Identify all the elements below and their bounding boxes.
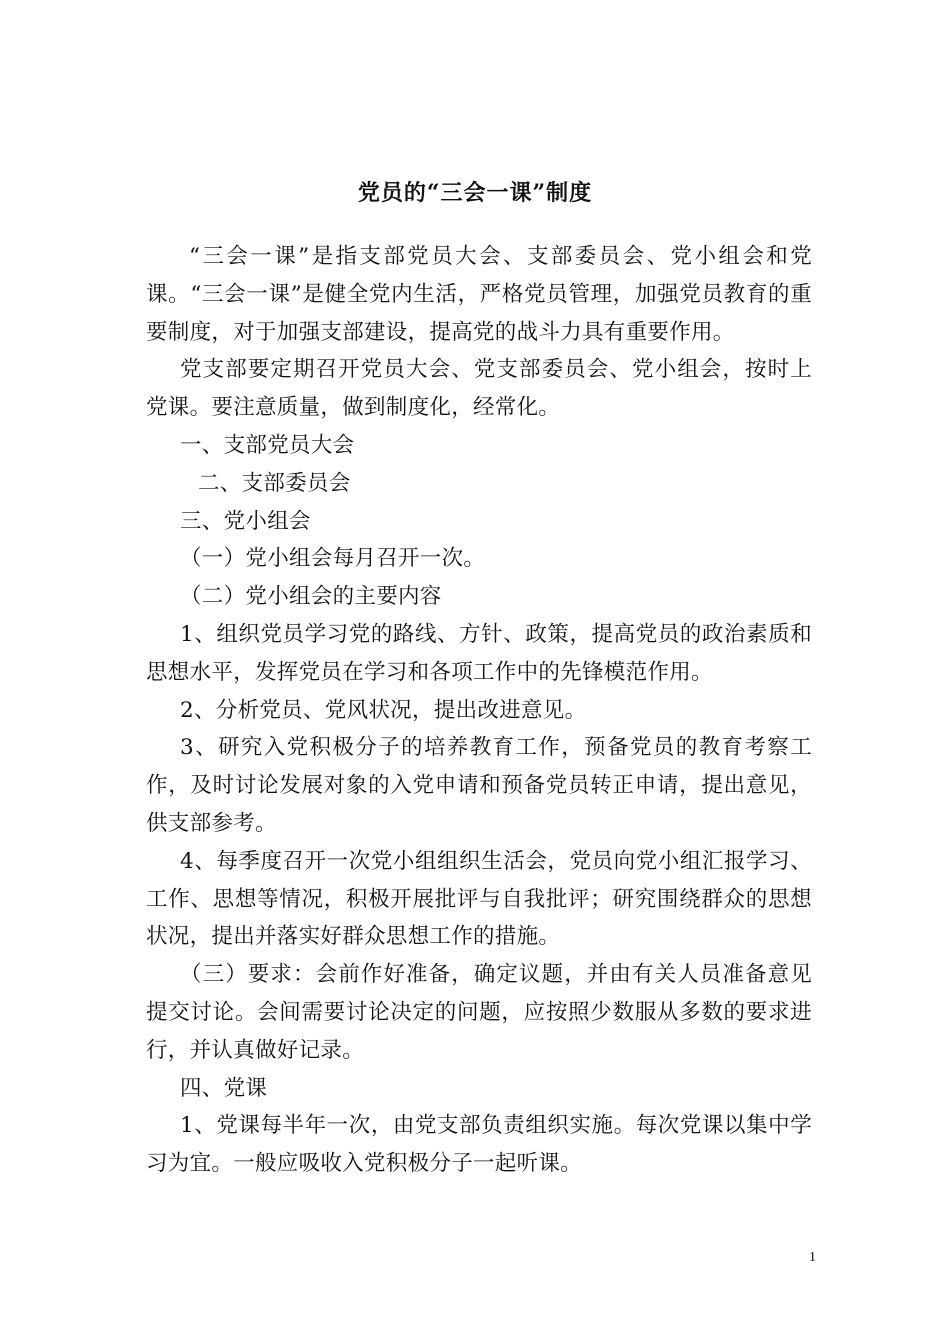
section-heading-3: 三、党小组会 [180, 508, 311, 534]
section-heading-2: 二、支部委员会 [198, 470, 351, 496]
section-heading-4: 四、党课 [180, 1075, 268, 1101]
list-item-1: 1、组织党员学习党的路线、方针、政策，提高党员的政治素质和思想水平，发挥党员在学习和各项工作中的先锋模范作用。 [146, 621, 812, 685]
document-body [146, 238, 812, 1183]
paragraph-intro: “三会一课”是指支部党员大会、支部委员会、党小组会和党课。“三会一课”是健全党内生活，严格党员管理，加强党员教育的重要制度，对于加强支部建设，提高党的战斗力具有重要作用。 [146, 244, 812, 345]
list-item-3: 3、研究入党积极分子的培养教育工作，预备党员的教育考察工作，及时讨论发展对象的入党申请和预备党员转正申请，提出意见，供支部参考。 [146, 735, 812, 836]
section-heading-1: 一、支部党员大会 [180, 432, 355, 458]
list-item-2: 2、分析党员、党风状况，提出改进意见。 [180, 697, 587, 723]
subsection-3-3: （三）要求：会前作好准备，确定议题，并由有关人员准备意见提交讨论。会间需要讨论决定的问题，应按照少数服从多数的要求进行，并认真做好记录。 [146, 962, 812, 1063]
paragraph-requirement: 党支部要定期召开党员大会、党支部委员会、党小组会，按时上党课。要注意质量，做到制度化，经常化。 [146, 357, 812, 421]
document-title: 党员的“三会一课”制度 [357, 180, 593, 206]
page-number: 1 [809, 1250, 816, 1265]
subsection-3-1: （一）党小组会每月召开一次。 [180, 546, 486, 572]
subsection-3-2: （二）党小组会的主要内容 [180, 584, 442, 610]
list-item-4: 4、每季度召开一次党小组组织生活会，党员向党小组汇报学习、工作、思想等情况，积极开展批评与自我批评；研究围绕群众的思想状况，提出并落实好群众思想工作的措施。 [146, 848, 812, 950]
party-lesson-item-1: 1、党课每半年一次，由党支部负责组织实施。每次党课以集中学习为宜。一般应吸收入党积极分子一起听课。 [146, 1113, 812, 1177]
